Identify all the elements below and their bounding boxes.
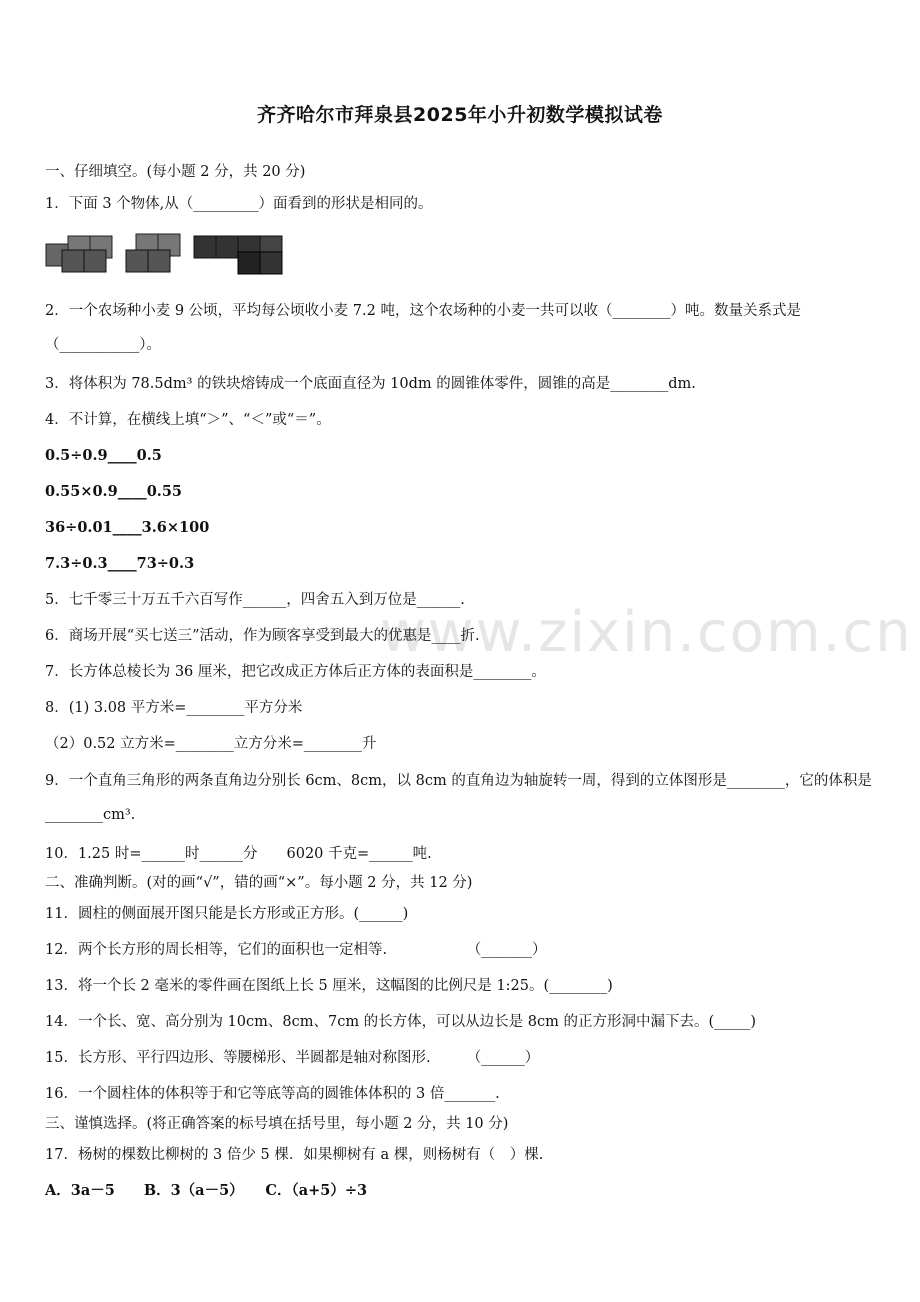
page-title: 齐齐哈尔市拜泉县2025年小升初数学模拟试卷 bbox=[257, 104, 663, 126]
question-17: 17．杨树的棵数比柳树的 3 倍少 5 棵．如果柳树有 a 棵，则杨树有（ ）棵. bbox=[45, 1147, 544, 1163]
question-9: 9．一个直角三角形的两条直角边分别长 6cm、8cm，以 8cm 的直角边为轴旋转一周，得到的立体图形是________，它的体积是________cm³. bbox=[45, 773, 872, 823]
question-4-item-4: 7.3÷0.3____73÷0.3 bbox=[45, 555, 195, 572]
question-11: 11．圆柱的侧面展开图只能是长方形或正方形。(______) bbox=[45, 906, 409, 922]
question-15: 15．长方形、平行四边形、等腰梯形、半圆都是轴对称图形. （______） bbox=[45, 1050, 540, 1066]
question-5: 5．七千零三十万五千六百写作______，四舍五入到万位是______. bbox=[45, 592, 465, 608]
question-16: 16．一个圆柱体的体积等于和它等底等高的圆锥体体积的 3 倍_______. bbox=[45, 1086, 500, 1102]
section-2-heading: 二、准确判断。(对的画“√”，错的画“×”。每小题 2 分，共 12 分) bbox=[45, 875, 473, 891]
question-7: 7．长方体总棱长为 36 厘米，把它改成正方体后正方体的表面积是________。 bbox=[45, 664, 546, 680]
question-4: 4．不计算，在横线上填“＞”、“＜”或“＝”。 bbox=[45, 412, 331, 428]
question-17-options: A．3a－5 B．3（a－5） C．（a+5）÷3 bbox=[45, 1182, 368, 1199]
cube-figure-1 bbox=[44, 232, 114, 276]
question-10: 10．1.25 时=______时______分 6020 千克=______吨. bbox=[45, 846, 432, 862]
question-13: 13．将一个长 2 毫米的零件画在图纸上长 5 厘米，这幅图的比例尺是 1:25。(________) bbox=[45, 978, 613, 994]
question-8-part-1: 8．(1) 3.08 平方米=________平方分米 bbox=[45, 700, 303, 716]
question-14: 14．一个长、宽、高分别为 10cm、8cm、7cm 的长方体，可以从边长是 8cm 的正方形洞中漏下去。(_____) bbox=[45, 1014, 757, 1030]
question-12: 12．两个长方形的周长相等，它们的面积也一定相等. （_______） bbox=[45, 942, 547, 958]
section-3-heading: 三、谨慎选择。(将正确答案的标号填在括号里，每小题 2 分，共 10 分) bbox=[45, 1116, 509, 1132]
question-6: 6．商场开展“买七送三”活动，作为顾客享受到最大的优惠是____折. bbox=[45, 628, 480, 644]
question-4-item-3: 36÷0.01____3.6×100 bbox=[45, 519, 210, 536]
question-3: 3．将体积为 78.5dm³ 的铁块熔铸成一个底面直径为 10dm 的圆锥体零件，圆锥的高是________dm. bbox=[45, 376, 696, 392]
question-8-part-2: （2）0.52 立方米=________立方分米=________升 bbox=[45, 736, 377, 752]
question-4-item-1: 0.5÷0.9____0.5 bbox=[45, 447, 162, 464]
watermark: www.zixin.com.cn bbox=[380, 600, 913, 665]
section-1-heading: 一、仔细填空。(每小题 2 分，共 20 分) bbox=[45, 164, 306, 180]
cube-figure-2 bbox=[124, 232, 184, 276]
question-2: 2．一个农场种小麦 9 公顷，平均每公顷收小麦 7.2 吨，这个农场种的小麦一共可以收（________）吨。数量关系式是（___________）。 bbox=[45, 303, 801, 353]
question-4-item-2: 0.55×0.9____0.55 bbox=[45, 483, 183, 500]
question-1: 1．下面 3 个物体,从（_________）面看到的形状是相同的。 bbox=[45, 196, 433, 212]
cube-figure-3 bbox=[192, 232, 284, 276]
